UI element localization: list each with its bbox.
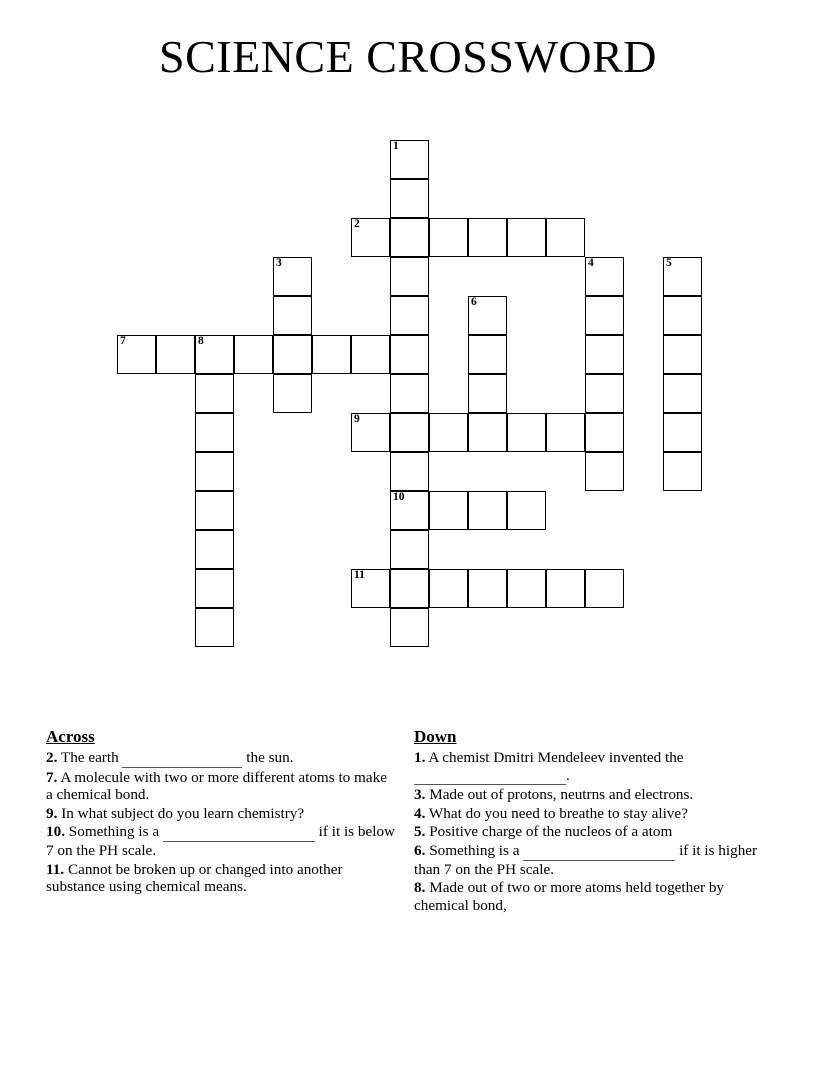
- crossword-cell[interactable]: [468, 335, 507, 374]
- crossword-cell[interactable]: [663, 335, 702, 374]
- crossword-cell[interactable]: [585, 374, 624, 413]
- clues-down-column: [414, 727, 762, 915]
- clue-text: Something is a: [68, 823, 163, 841]
- crossword-cell[interactable]: [585, 413, 624, 452]
- crossword-cell[interactable]: [546, 413, 585, 452]
- crossword-cell[interactable]: [507, 413, 546, 452]
- crossword-cell[interactable]: [195, 413, 234, 452]
- crossword-cell[interactable]: [585, 335, 624, 374]
- crossword-cell[interactable]: [351, 218, 390, 257]
- crossword-cell[interactable]: [663, 257, 702, 296]
- crossword-cell[interactable]: [468, 218, 507, 257]
- crossword-cell[interactable]: [390, 491, 429, 530]
- clue-text: Cannot be broken up or changed into another substance using chemical means.: [46, 860, 343, 896]
- clue-text: The earth: [60, 749, 123, 766]
- crossword-cell[interactable]: [273, 335, 312, 374]
- crossword-cell[interactable]: [546, 569, 585, 608]
- crossword-cell[interactable]: [663, 374, 702, 413]
- crossword-cell[interactable]: [390, 296, 429, 335]
- crossword-cell[interactable]: [390, 530, 429, 569]
- cell-number: 3: [276, 257, 282, 269]
- clue-item: [414, 823, 762, 841]
- clue-text: Something is a: [429, 841, 524, 859]
- crossword-cell[interactable]: [273, 296, 312, 335]
- crossword-cell[interactable]: [312, 335, 351, 374]
- clue-number: 4.: [414, 804, 426, 822]
- crossword-cell[interactable]: [507, 569, 546, 608]
- clue-number: 8.: [414, 879, 426, 897]
- crossword-grid: [117, 140, 717, 660]
- clue-number: 6.: [414, 841, 426, 859]
- clue-text: Positive charge of the nucleos of a atom: [429, 823, 673, 841]
- crossword-cell[interactable]: [234, 335, 273, 374]
- clues-across-heading: Across: [46, 727, 95, 746]
- crossword-cell[interactable]: [468, 569, 507, 608]
- crossword-cell[interactable]: [156, 335, 195, 374]
- crossword-cell[interactable]: [390, 335, 429, 374]
- cell-number: 11: [354, 569, 365, 581]
- crossword-cell[interactable]: [468, 413, 507, 452]
- crossword-cell[interactable]: [351, 413, 390, 452]
- clue-number: 2.: [46, 749, 58, 766]
- clue-text: A chemist Dmitri Mendeleev invented the: [428, 749, 684, 766]
- crossword-cell[interactable]: [195, 569, 234, 608]
- clue-item: [414, 749, 762, 785]
- clue-item: [414, 879, 762, 914]
- clue-item: [414, 805, 762, 823]
- crossword-cell[interactable]: [585, 257, 624, 296]
- crossword-cell[interactable]: [429, 413, 468, 452]
- crossword-cell[interactable]: [585, 452, 624, 491]
- clues-section: [46, 727, 770, 915]
- clue-item: [46, 749, 396, 768]
- cell-number: 7: [120, 335, 126, 347]
- crossword-cell[interactable]: [585, 569, 624, 608]
- crossword-cell[interactable]: [468, 296, 507, 335]
- clue-text: the sun.: [242, 749, 294, 766]
- crossword-cell[interactable]: [117, 335, 156, 374]
- crossword-cell[interactable]: [273, 374, 312, 413]
- clue-text: A molecule with two or more different atoms to make a chemical bond.: [46, 768, 387, 804]
- crossword-cell[interactable]: [195, 608, 234, 647]
- answer-blank: [122, 749, 242, 768]
- clue-number: 11.: [46, 860, 65, 878]
- crossword-cell[interactable]: [507, 218, 546, 257]
- crossword-cell[interactable]: [585, 296, 624, 335]
- clue-number: 5.: [414, 823, 426, 841]
- clues-across-column: [46, 727, 396, 915]
- answer-blank: [163, 823, 315, 842]
- crossword-cell[interactable]: [663, 413, 702, 452]
- crossword-cell[interactable]: [195, 491, 234, 530]
- clue-item: [46, 823, 396, 859]
- clues-down-list: [414, 749, 762, 914]
- clue-number: 7.: [46, 768, 58, 786]
- clue-item: [46, 769, 396, 804]
- page-title: SCIENCE CROSSWORD: [159, 31, 657, 82]
- crossword-cell[interactable]: [429, 491, 468, 530]
- crossword-cell[interactable]: [390, 374, 429, 413]
- clue-text: In what subject do you learn chemistry?: [61, 804, 305, 822]
- clues-down-heading: Down: [414, 727, 457, 746]
- clue-text: if it is higher than 7 on the PH scale.: [414, 841, 758, 878]
- crossword-cell[interactable]: [468, 491, 507, 530]
- cell-number: 8: [198, 335, 204, 347]
- cell-number: 5: [666, 257, 672, 269]
- cell-number: 9: [354, 413, 360, 425]
- cell-number: 10: [393, 491, 405, 503]
- crossword-cell[interactable]: [663, 452, 702, 491]
- answer-blank: [523, 842, 675, 861]
- crossword-cell[interactable]: [390, 608, 429, 647]
- crossword-cell[interactable]: [390, 452, 429, 491]
- cell-number: 1: [393, 140, 399, 152]
- clue-text: What do you need to breathe to stay alive?: [428, 804, 688, 822]
- crossword-cell[interactable]: [663, 296, 702, 335]
- crossword-cell[interactable]: [429, 569, 468, 608]
- clue-item: [414, 842, 762, 878]
- clue-item: [414, 786, 762, 804]
- clues-across-list: [46, 749, 396, 896]
- crossword-cell[interactable]: [390, 179, 429, 218]
- crossword-cell[interactable]: [195, 452, 234, 491]
- clue-item: [46, 805, 396, 823]
- cell-number: 2: [354, 218, 360, 230]
- clue-number: 9.: [46, 804, 58, 822]
- crossword-cell[interactable]: [273, 257, 312, 296]
- crossword-cell[interactable]: [468, 374, 507, 413]
- clue-number: 10.: [46, 823, 65, 841]
- crossword-cell[interactable]: [390, 413, 429, 452]
- clue-text: Made out of protons, neutrns and electrons.: [429, 786, 694, 804]
- crossword-cell[interactable]: [429, 218, 468, 257]
- crossword-cell[interactable]: [390, 569, 429, 608]
- clue-text: .: [566, 766, 570, 784]
- crossword-cell[interactable]: [546, 218, 585, 257]
- cell-number: 4: [588, 257, 594, 269]
- crossword-cell[interactable]: [390, 218, 429, 257]
- crossword-cell[interactable]: [390, 140, 429, 179]
- crossword-cell[interactable]: [507, 491, 546, 530]
- crossword-area: [0, 30, 816, 670]
- crossword-cell[interactable]: [195, 374, 234, 413]
- clue-number: 3.: [414, 786, 426, 804]
- crossword-cell[interactable]: [351, 335, 390, 374]
- crossword-cell[interactable]: [195, 335, 234, 374]
- cell-number: 6: [471, 296, 477, 308]
- crossword-cell[interactable]: [195, 530, 234, 569]
- answer-blank: [414, 767, 566, 786]
- clue-text: if it is below 7 on the PH scale.: [46, 823, 396, 859]
- clue-item: [46, 861, 396, 896]
- clue-text: Made out of two or more atoms held together by chemical bond,: [414, 879, 725, 914]
- crossword-cell[interactable]: [390, 257, 429, 296]
- clue-number: 1.: [414, 749, 426, 766]
- crossword-cell[interactable]: [351, 569, 390, 608]
